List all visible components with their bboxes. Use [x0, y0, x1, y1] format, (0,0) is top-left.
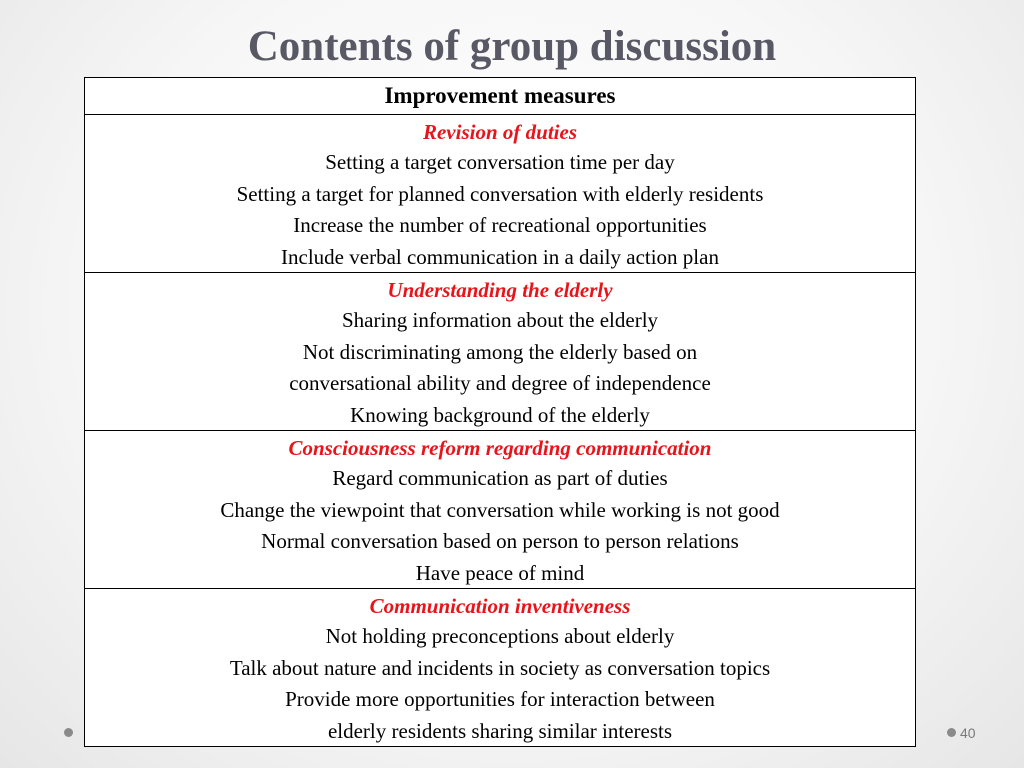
section-heading: Revision of duties: [422, 120, 577, 144]
section-line: elderly residents sharing similar interests: [327, 718, 673, 743]
section-consciousness-reform: [85, 431, 915, 589]
table-header: Improvement measures: [85, 78, 915, 115]
section-heading: Communication inventiveness: [369, 594, 631, 618]
slide-title: Contents of group discussion: [247, 23, 777, 70]
section-line: Sharing information about the elderly: [341, 308, 659, 332]
section-line: Knowing background of the elderly: [350, 402, 650, 427]
section-line: Normal conversation based on person to person relations: [261, 529, 739, 553]
section-understanding-the-elderly: [85, 273, 915, 431]
section-line: Include verbal communication in a daily action plan: [281, 244, 719, 269]
section-line: Setting a target for planned conversation with elderly residents: [236, 181, 764, 206]
section-line: Not holding preconceptions about elderly: [325, 624, 675, 648]
section-line: Have peace of mind: [415, 560, 585, 585]
section-line: Increase the number of recreational opportunities: [293, 213, 707, 237]
section-communication-inventiveness: [85, 589, 915, 746]
section-line: conversational ability and degree of independence: [289, 371, 711, 395]
section-line: Regard communication as part of duties: [332, 466, 668, 490]
section-line: Change the viewpoint that conversation while working is not good: [220, 497, 780, 522]
section-heading: Understanding the elderly: [387, 278, 613, 302]
section-line: Talk about nature and incidents in society as conversation topics: [229, 655, 771, 680]
decorative-dot-left: [64, 728, 73, 737]
section-line: Setting a target conversation time per day: [325, 150, 675, 174]
section-revision-of-duties: [85, 115, 915, 273]
section-heading: Consciousness reform regarding communication: [288, 436, 712, 460]
decorative-dot-right: [947, 728, 956, 737]
section-line: Not discriminating among the elderly based on: [302, 339, 698, 364]
section-line: Provide more opportunities for interaction between: [285, 687, 715, 711]
page-number: 40: [960, 725, 976, 741]
improvement-measures-table: [84, 77, 916, 747]
